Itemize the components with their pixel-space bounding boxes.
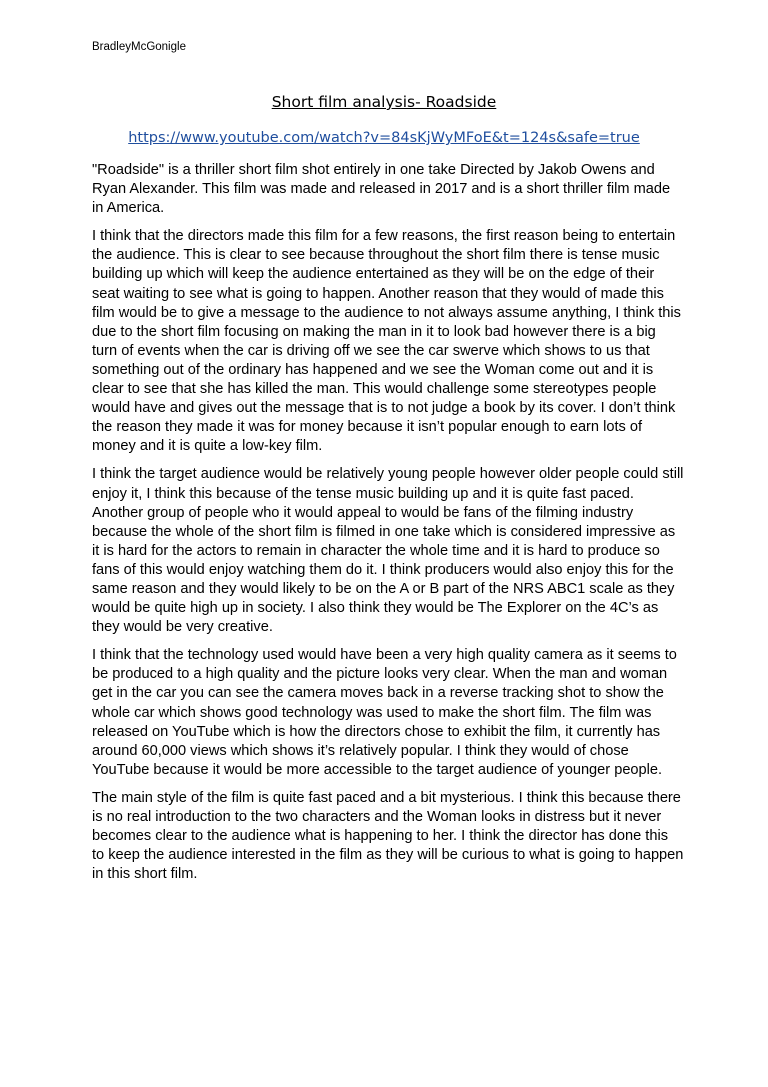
paragraph-3: I think the target audience would be relatively young people however older people could still enjoy it, I think this because of the tense music building up and it is quite fast paced. Another group of people who it would appeal to would be fans of the filming industry because the whole of the short film is filmed in one take which is considered impressive as it is hard for the actors to remain in character the whole time and it is hard to produce so fans of this would enjoy watching them do it. I think producers would also enjoy this for the same reason and they would likely to be on the A or B part of the NRS ABC1 scale as they would be quite high up in society. I also think they would be The Explorer on the 4C’s as they would be very creative.: [92, 466, 684, 636]
author-name: BradleyMcGonigle: [92, 41, 186, 53]
paragraph-2: I think that the directors made this film for a few reasons, the first reason being to entertain the audience. This is clear to see because throughout the short film there is tense music building up which will keep the audience entertained as they will be on the edge of their seat waiting to see what is going to happen. Another reason that they would of made this film would be to give a message to the audience to not always assume anything, I think this due to the short film focusing on making the man in it to look bad however there is a big turn of events when the car is driving off we see the car swerve which shows to us that something out of the ordinary has happened and we see the Woman come out and it is clear to see that she has killed the man. This would challenge some stereotypes people would have and gives out the message that is to not judge a book by its cover. I don’t think the reason they made it was for money because it isn’t popular enough to earn lots of money and it is quite a low-key film.: [92, 228, 681, 455]
document-title: Short film analysis- Roadside: [271, 93, 497, 111]
youtube-link[interactable]: https://www.youtube.com/watch?v=84sKjWyMFoE&t=124s&safe=true: [128, 130, 640, 146]
paragraph-1: "Roadside" is a thriller short film shot entirely in one take Directed by Jakob Owens and Ryan Alexander. This film was made and released in 2017 and is a short thriller film made in America.: [92, 162, 671, 217]
paragraph-5: The main style of the film is quite fast paced and a bit mysterious. I think this because there is no real introduction to the two characters and the Woman looks in distress but it never becomes clear to the audience what is happening to her. I think the director has done this to keep the audience interested in the film as they will be curious to what is going to happen in this short film.: [92, 789, 684, 883]
paragraph-4: I think that the technology used would have been a very high quality camera as it seems to be produced to a high quality and the picture looks very clear. When the man and woman get in the car you can see the camera moves back in a reverse tracking shot to show the whole car which shows good technology was used to make the short film. The film was released on YouTube which is how the directors chose to exhibit the film, it currently has around 60,000 views which shows it’s relatively popular. I think they would of chose YouTube because it would be more accessible to the target audience of younger people.: [92, 647, 677, 778]
document-body: [92, 161, 684, 893]
